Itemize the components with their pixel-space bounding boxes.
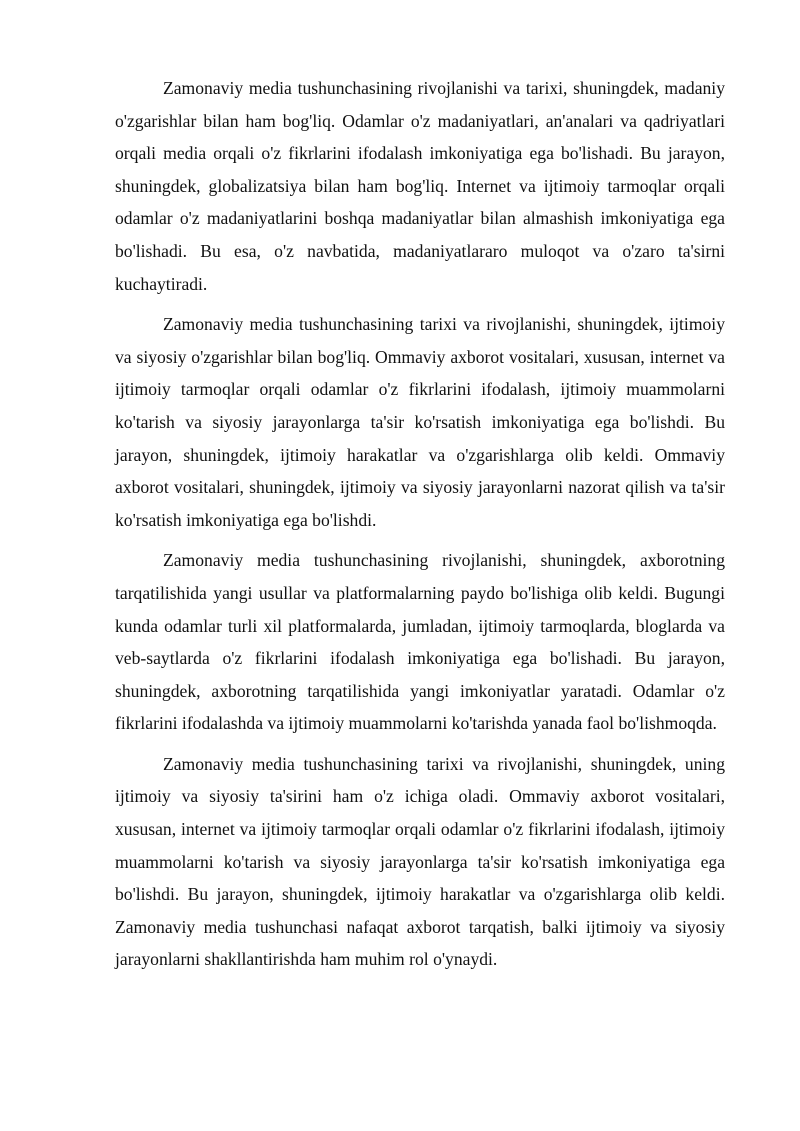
paragraph-3: Zamonaviy media tushunchasining rivojlanishi, shuningdek, axborotning tarqatilishida yangi usullar va platformalarning paydo bo'lishiga olib keldi. Bugungi kunda odamlar turli xil platformalarda, jumladan, ijtimoiy tarmoqlarda, bloglarda va veb-saytlarda o'z fikrlarini ifodalash imkoniyatiga ega bo'lishadi. Bu jarayon, shuningdek, axborotning tarqatilishida yangi imkoniyatlar yaratadi. Odamlar o'z fikrlarini ifodalashda va ijtimoiy muammolarni ko'tarishda yanada faol bo'lishmoqda. <box>115 550 725 734</box>
document-body <box>115 72 725 984</box>
paragraph-2: Zamonaviy media tushunchasining tarixi va rivojlanishi, shuningdek, ijtimoiy va siyosiy o'zgarishlar bilan bog'liq. Ommaviy axborot vositalari, xususan, internet va ijtimoiy tarmoqlar orqali odamlar o'z fikrlarini ifodalash, ijtimoiy muammolarni ko'tarish va siyosiy jarayonlarga ta'sir ko'rsatish imkoniyatiga ega bo'lishdi. Bu jarayon, shuningdek, ijtimoiy harakatlar va o'zgarishlarga olib keldi. Ommaviy axborot vositalari, shuningdek, ijtimoiy va siyosiy jarayonlarni nazorat qilish va ta'sir ko'rsatish imkoniyatiga ega bo'lishdi. <box>115 314 725 530</box>
paragraph-4: Zamonaviy media tushunchasining tarixi va rivojlanishi, shuningdek, uning ijtimoiy va siyosiy ta'sirini ham o'z ichiga oladi. Ommaviy axborot vositalari, xususan, internet va ijtimoiy tarmoqlar orqali odamlar o'z fikrlarini ifodalash, ijtimoiy muammolarni ko'tarish va siyosiy jarayonlarga ta'sir ko'rsatish imkoniyatiga ega bo'lishdi. Bu jarayon, shuningdek, ijtimoiy harakatlar va o'zgarishlarga olib keldi. Zamonaviy media tushunchasi nafaqat axborot tarqatish, balki ijtimoiy va siyosiy jarayonlarni shakllantirishda ham muhim rol o'ynaydi. <box>115 753 725 970</box>
paragraph-1: Zamonaviy media tushunchasining rivojlanishi va tarixi, shuningdek, madaniy o'zgarishlar bilan ham bog'liq. Odamlar o'z madaniyatlari, an'analari va qadriyatlari orqali media orqali o'z fikrlarini ifodalash imkoniyatiga ega bo'lishadi. Bu jarayon, shuningdek, globalizatsiya bilan ham bog'liq. Internet va ijtimoiy tarmoqlar orqali odamlar o'z madaniyatlarini boshqa madaniyatlar bilan almashish imkoniyatiga ega bo'lishadi. Bu esa, o'z navbatida, madaniyatlararo muloqot va o'zaro ta'sirni kuchaytiradi. <box>115 78 725 294</box>
